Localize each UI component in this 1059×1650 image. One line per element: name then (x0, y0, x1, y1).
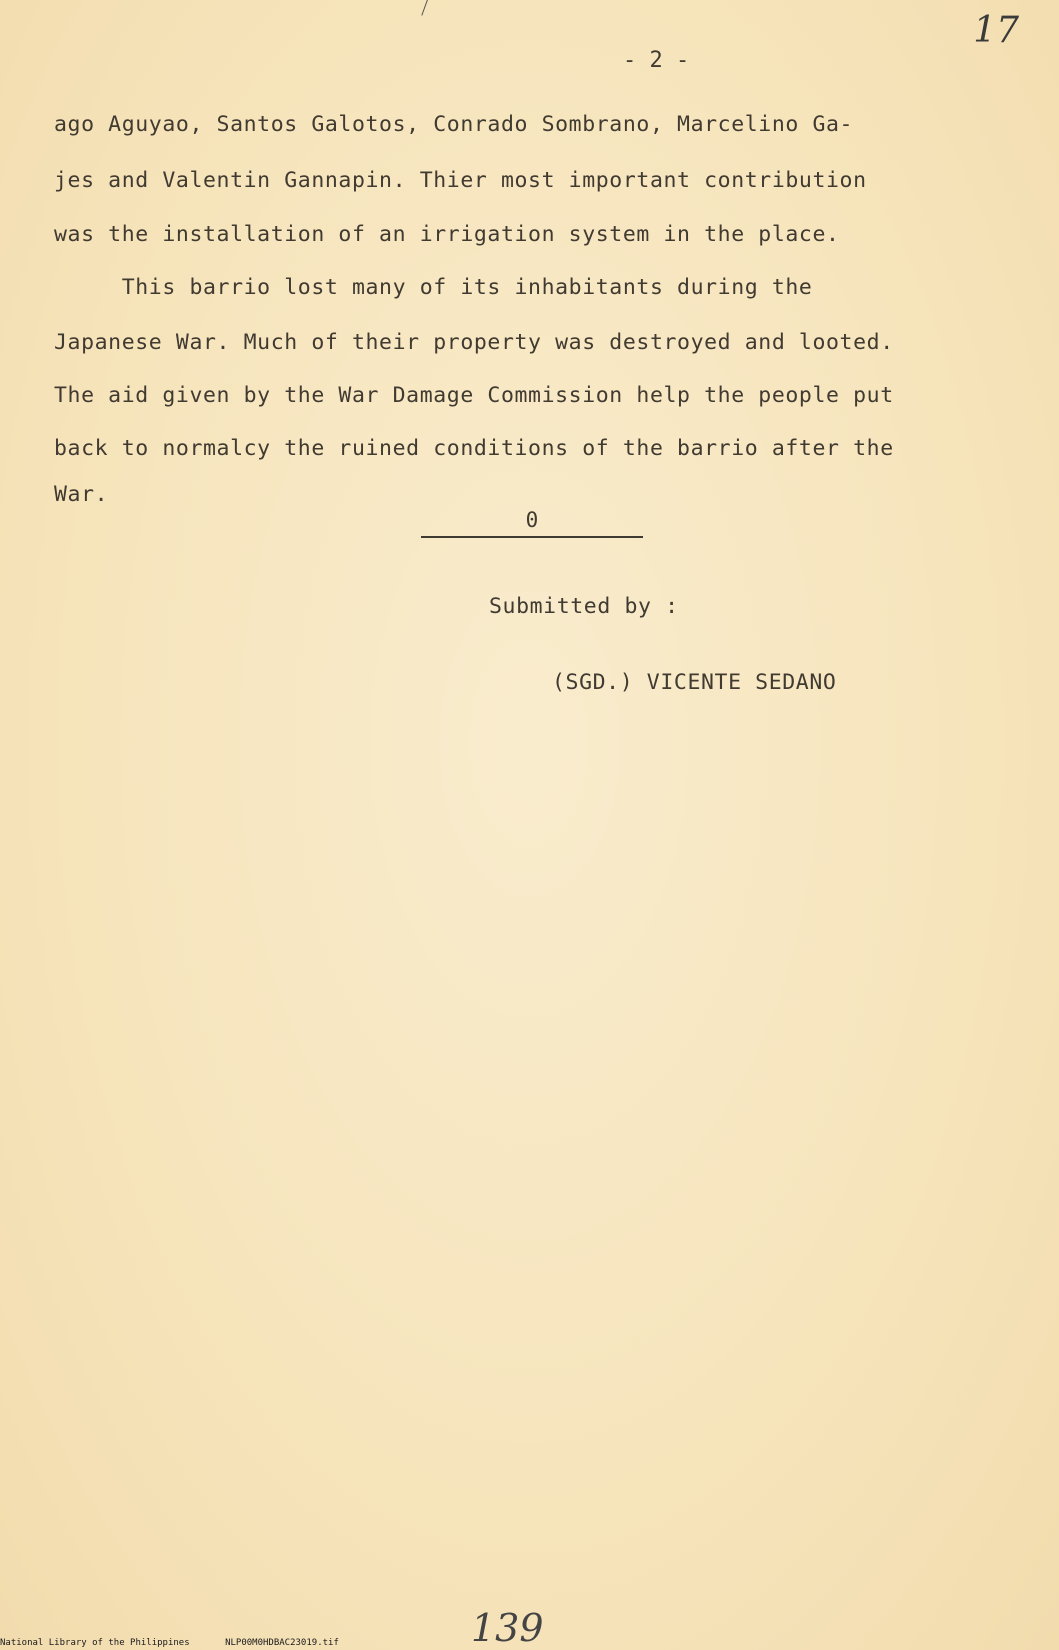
section-end-mark (421, 508, 643, 532)
footer-library: National Library of the Philippines (0, 1638, 190, 1648)
handwritten-folio-number: 139 (471, 1606, 544, 1650)
submitted-by-label: Submitted by : (489, 594, 679, 619)
page-number: - 2 - (623, 48, 690, 73)
body-line-1: ago Aguyao, Santos Galotos, Conrado Sombrano, Marcelino Ga- (54, 112, 854, 137)
body-line-4: This barrio lost many of its inhabitants during the (54, 275, 813, 300)
body-line-8: War. (54, 482, 109, 507)
scan-footer (0, 1638, 339, 1648)
body-line-7: back to normalcy the ruined conditions of the barrio after the (54, 436, 894, 461)
section-end-mark-text: 0 (525, 508, 539, 532)
signature-line: (SGD.) VICENTE SEDANO (552, 670, 837, 695)
body-line-5: Japanese War. Much of their property was destroyed and looted. (54, 330, 894, 355)
handwritten-page-mark: 17 (973, 10, 1019, 51)
footer-file-id: NLP00M0HDBAC23019.tif (225, 1638, 339, 1648)
body-line-3: was the installation of an irrigation system in the place. (54, 222, 840, 247)
body-line-2: jes and Valentin Gannapin. Thier most important contribution (54, 168, 867, 193)
section-end-rule (421, 536, 643, 538)
body-line-6: The aid given by the War Damage Commission help the people put (54, 383, 894, 408)
stray-pen-mark (421, 0, 439, 20)
